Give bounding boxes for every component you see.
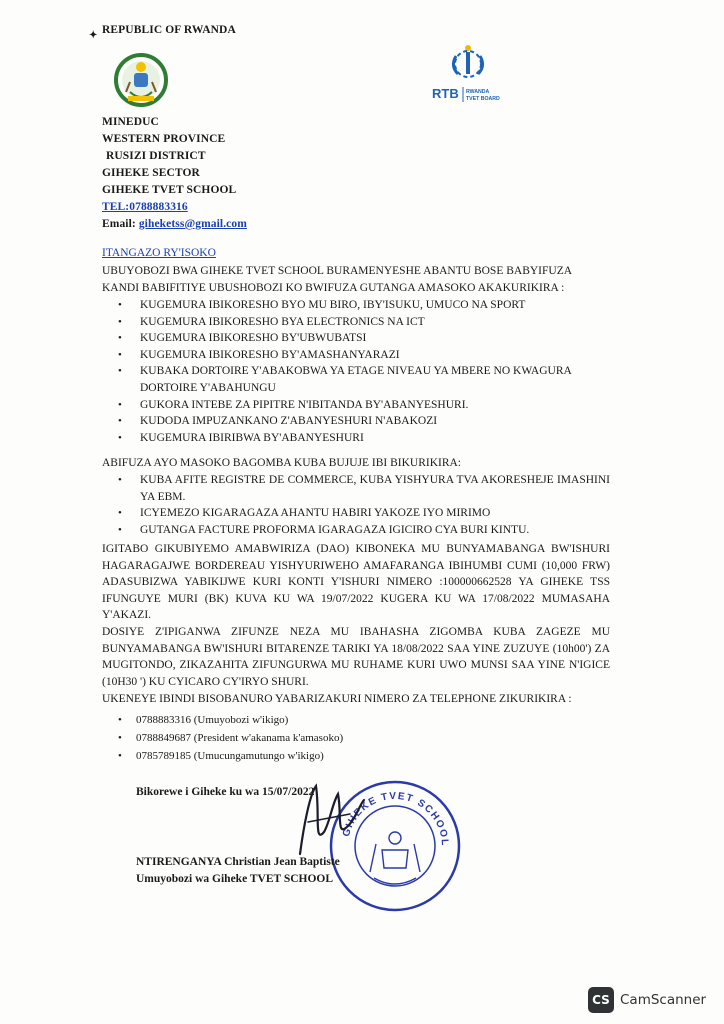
contact-item: • 0788883316 (Umuyobozi w'ikigo) [118,711,518,729]
signatory-name: NTIRENGANYA Christian Jean Baptiste [136,856,340,868]
tender-item: • KUGEMURA IBIRIBWA BY'ABANYESHURI [118,430,610,447]
tender-item: • KUDODA IMPUZANKANO Z'ABANYESHURI N'ABAKOZI [118,413,610,430]
submission-paragraph: DOSIYE Z'IPIGANWA ZIFUNZE NEZA MU IBAHASHA ZIGOMBA KUBA ZAGEZE MU BUNYAMABANGA BW'ISHURI BITARENZE TARIKI YA 18/08/2022 SAA YINE ZUZUYE (10h00') ZA MUGITONDO, ZIKAZAHITA ZIFUNGURWA MU RUHAME KURI UWO MUNSI SAA YINE N'IGICE (10H30 ') KU CYICARO CY'IRYO SHURI. [102,626,610,688]
rtb-gear-logo-icon [426,42,510,108]
camscanner-watermark [588,986,706,1014]
org-line: GIHEKE SECTOR [102,167,200,179]
org-line: GIHEKE TVET SCHOOL [102,184,237,196]
tender-item: • KUGEMURA IBIKORESHO BY'AMASHANYARAZI [118,347,610,364]
camscanner-label: CamScanner [620,992,707,1008]
email-link[interactable]: giheketss@gmail.com [138,218,247,230]
rtb-acronym: RTB [432,86,459,101]
stamp-text: GIHEKE TVET SCHOOL [340,790,451,847]
telephone-line: TEL:0788883316 [102,201,188,213]
org-line: MINEDUC [102,116,159,128]
tender-item: • KUGEMURA IBIKORESHO BYO MU BIRO, IBY'ISUKU, UMUCO NA SPORT [118,297,610,314]
rwanda-coat-of-arms-icon [112,52,170,108]
intro-line: KANDI BABIFITIYE UBUSHOBOZI KO BWIFUZA GUTANGA AMASOKO AKAKURIKIRA : [102,281,565,294]
contact-item: • 0788849687 (President w'akanama k'amasoko) [118,729,518,747]
requirements-intro: ABIFUZA AYO MASOKO BAGOMBA KUBA BUJUJE IBI BIKURIKIRA: [102,457,461,469]
margin-mark: ✦ [89,30,98,41]
signatory-title: Umuyobozi wa Giheke TVET SCHOOL [136,873,334,885]
email-line [102,218,247,230]
contact-item: • 0785789185 (Umucungamutungo w'ikigo) [118,747,518,765]
tender-item: • GUKORA INTEBE ZA PIPITRE N'IBITANDA BY'ABANYESHURI. [118,397,610,414]
contact-intro: UKENEYE IBINDI BISOBANURO YABARIZAKURI NIMERO ZA TELEPHONE ZIKURIKIRA : [102,693,572,705]
tender-list [118,297,610,446]
rtb-name-line1: RWANDA [466,89,490,95]
email-label: Email: [102,218,136,230]
camscanner-logo-icon: CS [588,987,614,1013]
place-date: Bikorewe i Giheke ku wa 15/07/2022 [136,786,315,798]
country-heading: REPUBLIC OF RWANDA [102,24,236,36]
tender-item: • KUGEMURA IBIKORESHO BY'UBWUBATSI [118,330,610,347]
requirement-item: • KUBA AFITE REGISTRE DE COMMERCE, KUBA YISHYURA TVA AKORESHEJE IMASHINI YA EBM. [118,472,610,505]
requirement-item: • ICYEMEZO KIGARAGAZA AHANTU HABIRI YAKOZE IYO MIRIMO [118,505,610,522]
intro-line: UBUYOBOZI BWA GIHEKE TVET SCHOOL BURAMENYESHE ABANTU BOSE BABYIFUZA [102,265,573,277]
contact-list [118,711,518,765]
rtb-name-line2: TVET BOARD [466,96,500,102]
dao-paragraph: IGITABO GIKUBIYEMO AMABWIRIZA (DAO) KIBONEKA MU BUNYAMABANGA BW'ISHURI HAGARAGAJWE BORDEREAU YISHYURIWEHO AMAFARANGA IBIHUMBI CUMI (10,000 FRW) ADASUBIZWA YABIKIJWE KURI KONTI Y'ISHURI NIMERO :100000662528 YA GIHEKE TSS IFUNGUYE MURI (BK) KUVA KU WA 19/07/2022 KUGERA KU WA 17/08/2022 MUMASAHA Y'AKAZI. [102,543,610,622]
requirement-item: • GUTANGA FACTURE PROFORMA IGARAGAZA IGICIRO CYA BURI KINTU. [118,522,610,539]
tender-item: • KUGEMURA IBIKORESHO BYA ELECTRONICS NA ICT [118,314,610,331]
org-line: WESTERN PROVINCE [102,133,226,145]
tender-item: • KUBAKA DORTOIRE Y'ABAKOBWA YA ETAGE NIVEAU YA MBERE NO KWAGURA DORTOIRE Y'ABAHUNGU [118,363,610,396]
notice-title: ITANGAZO RY'ISOKO [102,247,216,259]
org-line: RUSIZI DISTRICT [106,150,206,162]
requirements-list [118,472,610,538]
intro-paragraph [102,263,610,296]
